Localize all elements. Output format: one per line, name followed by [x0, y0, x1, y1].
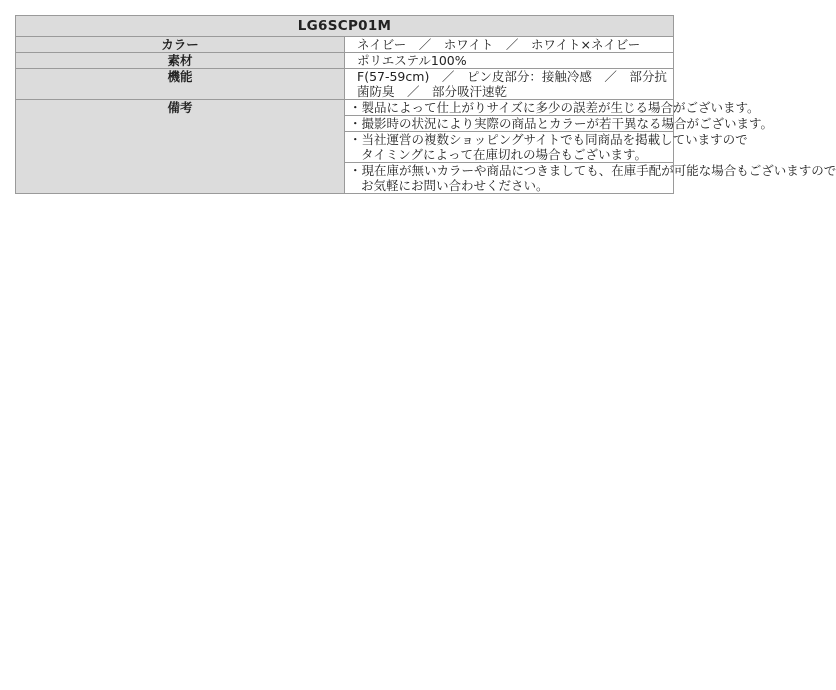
note-1	[345, 100, 760, 116]
color-label: カラー	[16, 37, 345, 53]
color-value: ネイビー ／ ホワイト ／ ホワイト×ネイビー	[345, 37, 674, 53]
function-label: 機能	[16, 69, 345, 100]
note-3-line-2: タイミングによって在庫切れの場合もございます。	[361, 147, 648, 162]
product-code-title: LG6SCP01M	[16, 16, 674, 37]
note-1-line-1: ・製品によって仕上がりサイズに多少の誤差が生じる場合がございます。	[349, 100, 760, 115]
spec-row-color	[16, 37, 674, 53]
spec-row-material	[16, 53, 674, 69]
note-3-line-1: ・当社運営の複数ショッピングサイトでも同商品を掲載していますので	[349, 132, 748, 147]
note-4-line-2: お気軽にお問い合わせください。	[361, 178, 549, 193]
note-4-line-1: ・現在庫が無いカラーや商品につきましても、在庫手配が可能な場合もございますので	[349, 163, 836, 178]
note-row-1	[16, 100, 674, 116]
note-2-line-1: ・撮影時の状況により実際の商品とカラーが若干異なる場合がございます。	[349, 116, 774, 131]
note-3	[345, 132, 748, 163]
material-label: 素材	[16, 53, 345, 69]
function-value: F(57-59cm) ／ ピン皮部分：接触冷感 ／ 部分抗菌防臭 ／ 部分吸汗速乾	[345, 69, 674, 100]
notes-label: 備考	[16, 100, 345, 194]
title-row	[16, 16, 674, 37]
note-2	[345, 116, 774, 132]
note-4	[345, 163, 836, 194]
product-spec-table	[15, 15, 836, 194]
spec-row-function	[16, 69, 674, 100]
material-value: ポリエステル100%	[345, 53, 674, 69]
